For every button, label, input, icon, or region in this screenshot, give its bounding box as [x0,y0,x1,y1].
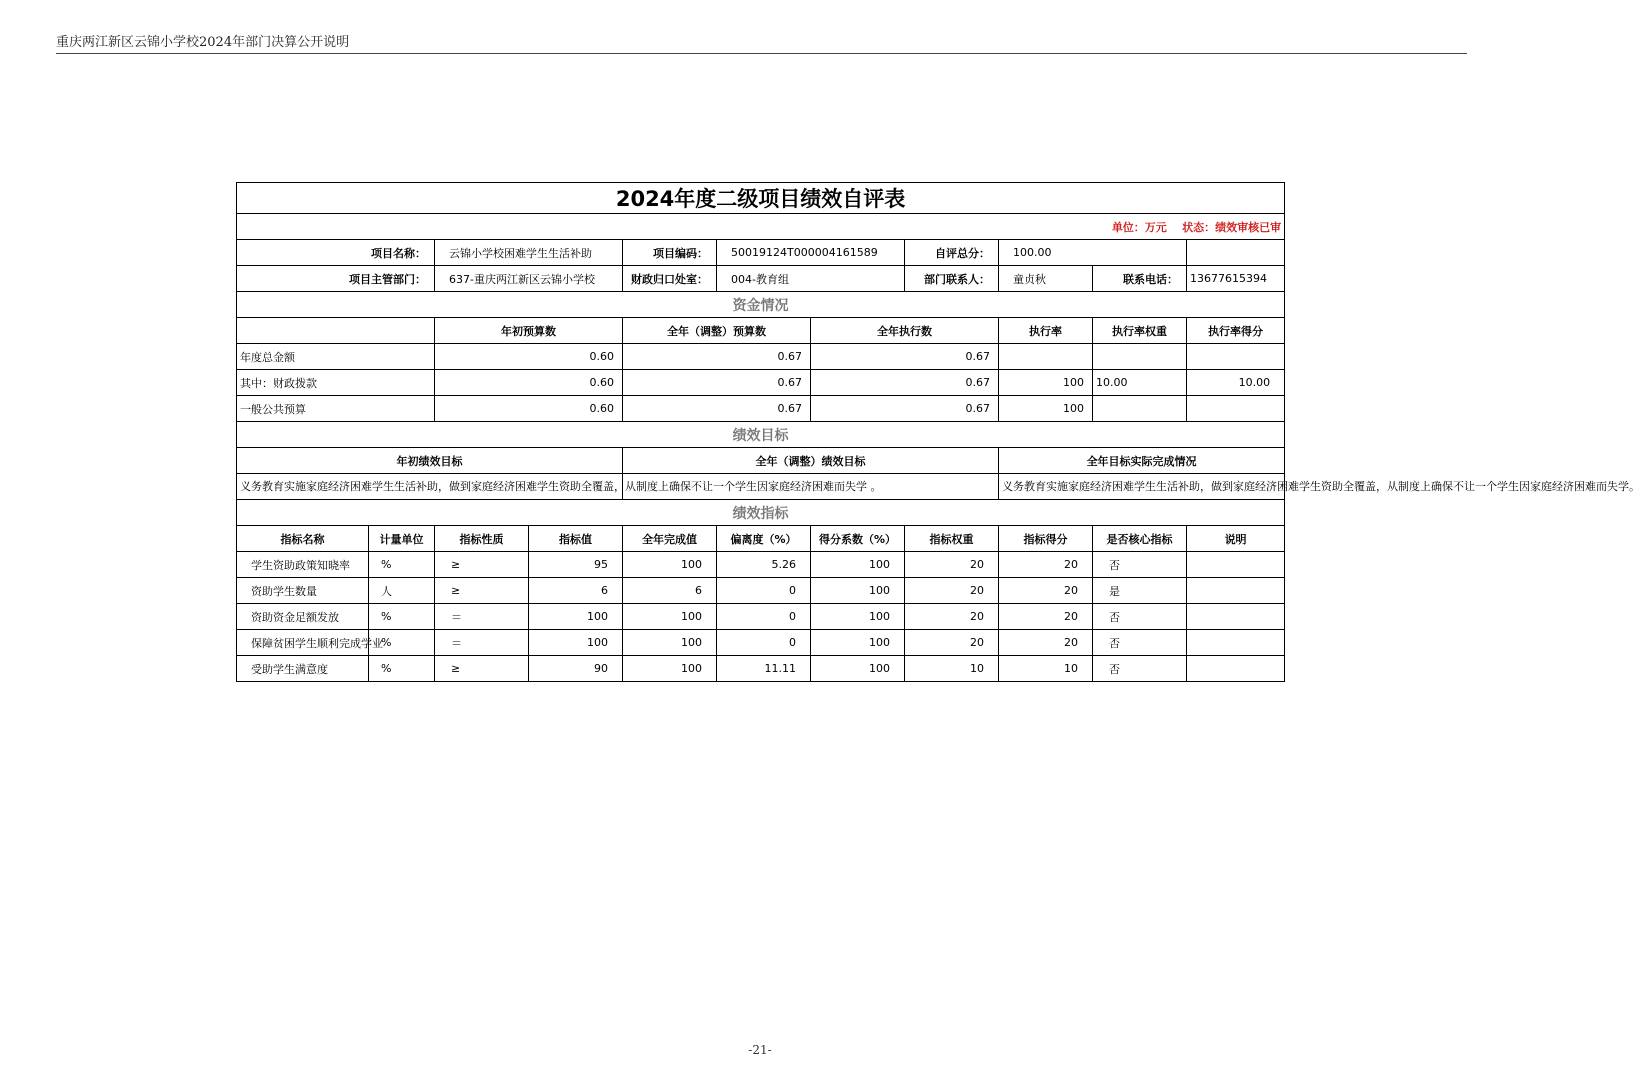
funds-row-initial: 0.60 [435,370,623,396]
office-value: 004-教育组 [717,266,905,292]
ind-header-actual: 全年完成值 [623,526,717,552]
phone-label: 联系电话： [1093,266,1187,292]
ind-weight: 10 [905,656,999,682]
indicator-row [237,578,1285,604]
funds-row-adjusted: 0.67 [623,370,811,396]
ind-weight: 20 [905,578,999,604]
contact-label: 部门联系人： [905,266,999,292]
ind-header-deviation: 偏离度（%） [717,526,811,552]
ind-nature: ≥ [435,552,529,578]
funds-row-executed: 0.67 [811,344,999,370]
ind-header-weight: 指标权重 [905,526,999,552]
ind-nature: ＝ [435,630,529,656]
ind-core: 否 [1093,630,1187,656]
funds-row-weight: 10.00 [1093,370,1187,396]
ind-deviation: 0 [717,604,811,630]
ind-header-name: 指标名称 [237,526,369,552]
ind-header-score: 指标得分 [999,526,1093,552]
ind-core: 否 [1093,552,1187,578]
ind-weight: 20 [905,630,999,656]
funds-header-initial: 年初预算数 [435,318,623,344]
funds-row-weight [1093,396,1187,422]
ind-actual: 100 [623,552,717,578]
ind-core: 否 [1093,656,1187,682]
ind-name: 学生资助政策知晓率 [237,552,369,578]
ind-unit: 人 [369,578,435,604]
indicators-section-title: 绩效指标 [237,500,1285,526]
ind-unit: % [369,552,435,578]
ind-weight: 20 [905,552,999,578]
dept-value: 637-重庆两江新区云锦小学校 [435,266,623,292]
ind-score: 20 [999,578,1093,604]
ind-note [1187,552,1285,578]
ind-actual: 100 [623,604,717,630]
ind-target: 90 [529,656,623,682]
office-label: 财政归口处室： [623,266,717,292]
ind-core: 否 [1093,604,1187,630]
contact-value: 童贞秋 [999,266,1093,292]
ind-note [1187,656,1285,682]
ind-header-note: 说明 [1187,526,1285,552]
ind-coef: 100 [811,656,905,682]
ind-unit: % [369,630,435,656]
funds-row [237,370,1285,396]
ind-deviation: 5.26 [717,552,811,578]
ind-nature: ≥ [435,578,529,604]
ind-name: 资助学生数量 [237,578,369,604]
page-header: 重庆两江新区云锦小学校2024年部门决算公开说明 [56,35,350,50]
header-rule [56,53,1467,54]
ind-core: 是 [1093,578,1187,604]
ind-actual: 100 [623,656,717,682]
ind-note [1187,578,1285,604]
unit-status: 单位：万元 状态：绩效审核已审 [237,214,1285,240]
goals-header-actual: 全年目标实际完成情况 [999,448,1285,474]
ind-nature: ＝ [435,604,529,630]
ind-target: 100 [529,604,623,630]
ind-name: 受助学生满意度 [237,656,369,682]
funds-row-weight [1093,344,1187,370]
ind-coef: 100 [811,578,905,604]
funds-row-score [1187,396,1285,422]
ind-header-core: 是否核心指标 [1093,526,1187,552]
ind-actual: 6 [623,578,717,604]
indicator-row [237,604,1285,630]
ind-actual: 100 [623,630,717,656]
ind-target: 100 [529,630,623,656]
ind-score: 10 [999,656,1093,682]
ind-header-coef: 得分系数（%） [811,526,905,552]
funds-row-initial: 0.60 [435,344,623,370]
ind-unit: % [369,604,435,630]
ind-name: 资助资金足额发放 [237,604,369,630]
page-number: -21- [748,1043,772,1057]
ind-deviation: 0 [717,578,811,604]
funds-row-score: 10.00 [1187,370,1285,396]
ind-weight: 20 [905,604,999,630]
project-code-value: 50019124T000004161589 [717,240,905,266]
goals-header-initial: 年初绩效目标 [237,448,623,474]
funds-row-name: 一般公共预算 [237,396,435,422]
indicator-row [237,630,1285,656]
project-name-value: 云锦小学校困难学生生活补助 [435,240,623,266]
score-label: 自评总分： [905,240,999,266]
goals-section-title: 绩效目标 [237,422,1285,448]
project-code-label: 项目编码： [623,240,717,266]
funds-row-rate: 100 [999,370,1093,396]
ind-deviation: 0 [717,630,811,656]
funds-header-weight: 执行率权重 [1093,318,1187,344]
funds-row-executed: 0.67 [811,370,999,396]
indicator-row [237,552,1285,578]
funds-row [237,396,1285,422]
funds-row-rate [999,344,1093,370]
ind-header-nature: 指标性质 [435,526,529,552]
funds-header-executed: 全年执行数 [811,318,999,344]
ind-deviation: 11.11 [717,656,811,682]
empty-cell [1187,240,1285,266]
funds-row-adjusted: 0.67 [623,344,811,370]
project-name-label: 项目名称： [237,240,435,266]
goal-actual-text: 义务教育实施家庭经济困难学生生活补助，做到家庭经济困难学生资助全覆盖，从制度上确保不让一个学生因家庭经济困难而失学。 [999,474,1285,500]
funds-header-rate: 执行率 [999,318,1093,344]
ind-target: 6 [529,578,623,604]
funds-row-executed: 0.67 [811,396,999,422]
ind-header-unit: 计量单位 [369,526,435,552]
funds-row-initial: 0.60 [435,396,623,422]
score-value: 100.00 [999,240,1187,266]
funds-row [237,344,1285,370]
funds-header-score: 执行率得分 [1187,318,1285,344]
funds-section-title: 资金情况 [237,292,1285,318]
ind-coef: 100 [811,630,905,656]
ind-note [1187,604,1285,630]
ind-coef: 100 [811,552,905,578]
ind-name: 保障贫困学生顺利完成学业 [237,630,369,656]
ind-score: 20 [999,552,1093,578]
ind-coef: 100 [811,604,905,630]
ind-target: 95 [529,552,623,578]
funds-header-blank [237,318,435,344]
goal-initial-text: 义务教育实施家庭经济困难学生生活补助，做到家庭经济困难学生资助全覆盖，从制度上确保不让一个学生因家庭经济困难而失学 。 [237,474,623,500]
funds-row-name: 年度总金额 [237,344,435,370]
goals-header-adjusted: 全年（调整）绩效目标 [623,448,999,474]
ind-score: 20 [999,604,1093,630]
ind-nature: ≥ [435,656,529,682]
ind-header-target: 指标值 [529,526,623,552]
performance-table [236,182,1640,682]
ind-unit: % [369,656,435,682]
form-title: 2024年度二级项目绩效自评表 [237,183,1285,214]
funds-header-adjusted: 全年（调整）预算数 [623,318,811,344]
funds-row-score [1187,344,1285,370]
indicator-row [237,656,1285,682]
funds-row-rate: 100 [999,396,1093,422]
dept-label: 项目主管部门： [237,266,435,292]
ind-score: 20 [999,630,1093,656]
funds-row-adjusted: 0.67 [623,396,811,422]
funds-row-name: 其中：财政拨款 [237,370,435,396]
ind-note [1187,630,1285,656]
phone-value: 13677615394 [1187,266,1285,292]
